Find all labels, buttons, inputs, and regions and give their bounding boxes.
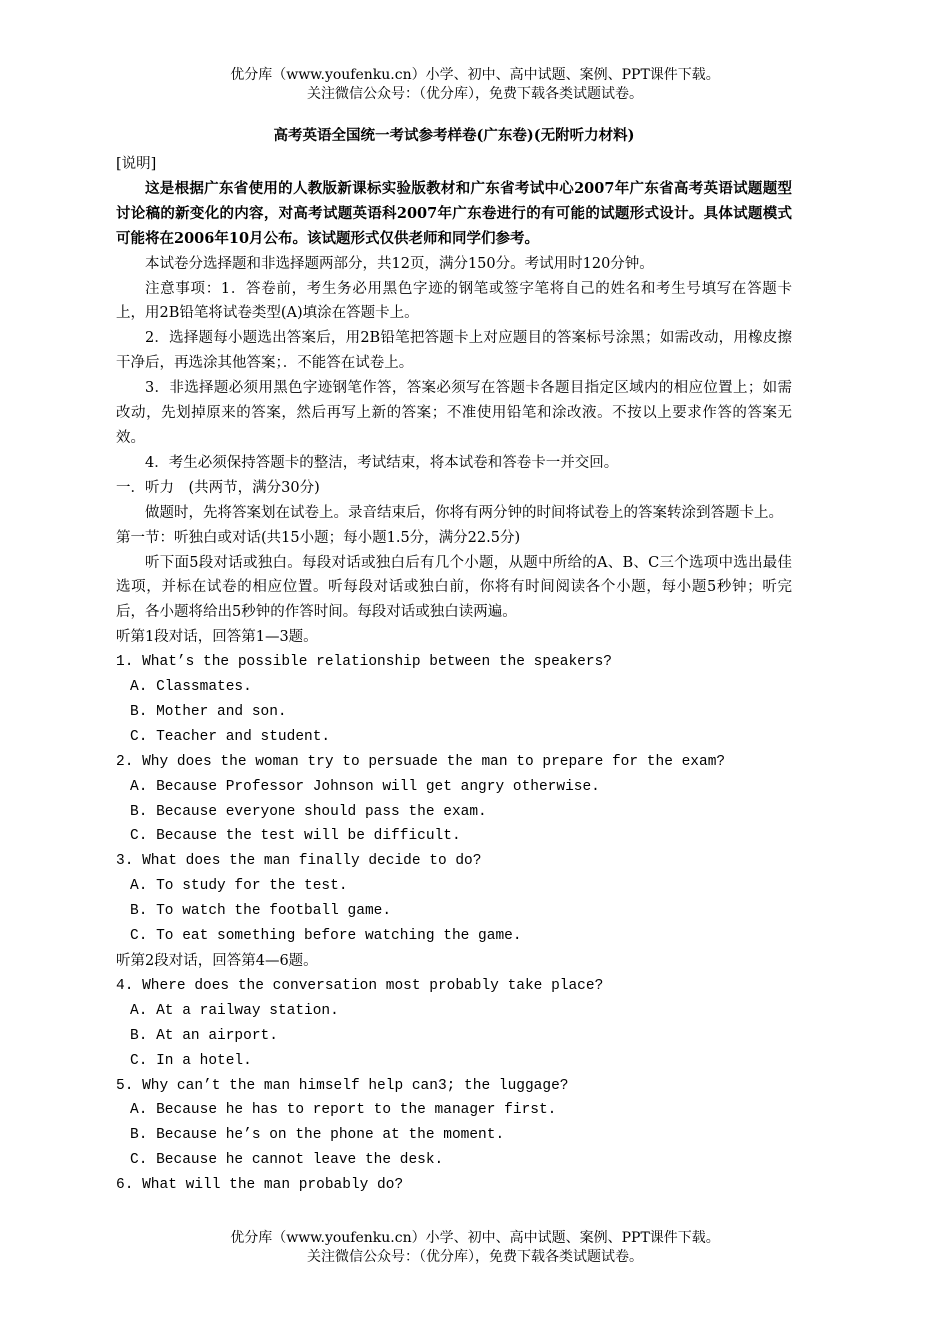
question-4: 4. Where does the conversation most probably take place? (116, 977, 604, 994)
footer-line-2: 关注微信公众号：（优分库），免费下载各类试题试卷。 (307, 1249, 643, 1265)
rule-1: 注意事项：1．答卷前，考生务必用黑色字迹的钢笔或签字笔将自己的姓名和考生号填写在答题卡上，用2B铅笔将试卷类型(A)填涂在答题卡上。 (116, 280, 792, 322)
question-2-option-b: B. Because everyone should pass the exam. (130, 803, 487, 820)
section1-instructions: 听下面5段对话或独白。每段对话或独白后有几个小题，从题中所给的A、B、C三个选项中选出最佳选项，并标在试卷的相应位置。听每段对话或独白前，你将有时间阅读各个小题，每小题5秒钟；听完后，各小题将给出5秒钟的作答时间。每段对话或独白读两遍。 (116, 554, 792, 621)
document-body (116, 126, 792, 1198)
section1-heading: 第一节：听独白或对话(共15小题；每小题1.5分，满分22.5分) (116, 529, 521, 546)
note-heading: [说明] (116, 156, 157, 172)
intro-paragraph: 本试卷分选择题和非选择题两部分，共12页，满分150分。考试用时120分钟。 (145, 255, 654, 272)
document-title: 高考英语全国统一考试参考样卷(广东卷)(无附听力材料) (273, 127, 635, 144)
page-footer (0, 1229, 950, 1267)
question-3-option-a: A. To study for the test. (130, 878, 348, 895)
question-3-option-c: C. To eat something before watching the game. (130, 928, 522, 945)
part1-heading: 一．听力 (共两节，满分30分) (116, 479, 320, 496)
rule-2: 2．选择题每小题选出答案后，用2B铅笔把答题卡上对应题目的答案标号涂黑；如需改动，用橡皮擦干净后，再选涂其他答案；．不能答在试卷上。 (116, 330, 792, 372)
footer-line-1: 优分库（www.youfenku.cn）小学、初中、高中试题、案例、PPT课件下载。 (230, 1230, 720, 1246)
question-5: 5. Why can’t the man himself help can3; the luggage? (116, 1077, 569, 1094)
question-2: 2. Why does the woman try to persuade the man to prepare for the exam? (116, 753, 726, 770)
question-2-option-a: A. Because Professor Johnson will get angry otherwise. (130, 778, 600, 795)
rule-4: 4．考生必须保持答题卡的整洁，考试结束，将本试卷和答卷卡一并交回。 (145, 454, 619, 471)
question-3-option-b: B. To watch the football game. (130, 903, 392, 920)
question-4-option-b: B. At an airport. (130, 1027, 278, 1044)
question-1-option-b: B. Mother and son. (130, 703, 287, 720)
header-line-2: 关注微信公众号：（优分库），免费下载各类试题试卷。 (307, 86, 643, 102)
dialogue-group-2: 听第2段对话，回答第4—6题。 (116, 953, 318, 969)
question-5-option-c: C. Because he cannot leave the desk. (130, 1152, 444, 1169)
page-header (0, 66, 950, 104)
header-line-1: 优分库（www.youfenku.cn）小学、初中、高中试题、案例、PPT课件下载。 (230, 67, 720, 83)
question-2-option-c: C. Because the test will be difficult. (130, 828, 461, 845)
dialogue-group-1: 听第1段对话，回答第1—3题。 (116, 629, 318, 646)
question-4-option-c: C. In a hotel. (130, 1052, 252, 1069)
question-5-option-a: A. Because he has to report to the manager first. (130, 1102, 557, 1119)
question-1-option-c: C. Teacher and student. (130, 728, 331, 745)
rule-3: 3．非选择题必须用黑色字迹钢笔作答，答案必须写在答题卡各题目指定区域内的相应位置上；如需改动，先划掉原来的答案，然后再写上新的答案；不准使用铅笔和涂改液。不按以上要求作答的答案无效。 (116, 380, 792, 446)
question-4-option-a: A. At a railway station. (130, 1002, 339, 1019)
note-paragraph: 这是根据广东省使用的人教版新课标实验版教材和广东省考试中心2007年广东省高考英语试题题型讨论稿的新变化的内容，对高考试题英语科2007年广东卷进行的有可能的试题形式设计。具体试题模式可能将在2006年10月公布。该试题形式仅供老师和同学们参考。 (116, 179, 792, 247)
question-5-option-b: B. Because he’s on the phone at the moment. (130, 1127, 505, 1144)
part1-instructions: 做题时，先将答案划在试卷上。录音结束后，你将有两分钟的时间将试卷上的答案转涂到答题卡上。 (145, 504, 783, 521)
question-6: 6. What will the man probably do? (116, 1177, 404, 1194)
question-3: 3. What does the man finally decide to do? (116, 853, 482, 870)
question-1-option-a: A. Classmates. (130, 679, 252, 696)
question-1: 1. What’s the possible relationship between the speakers? (116, 654, 612, 671)
